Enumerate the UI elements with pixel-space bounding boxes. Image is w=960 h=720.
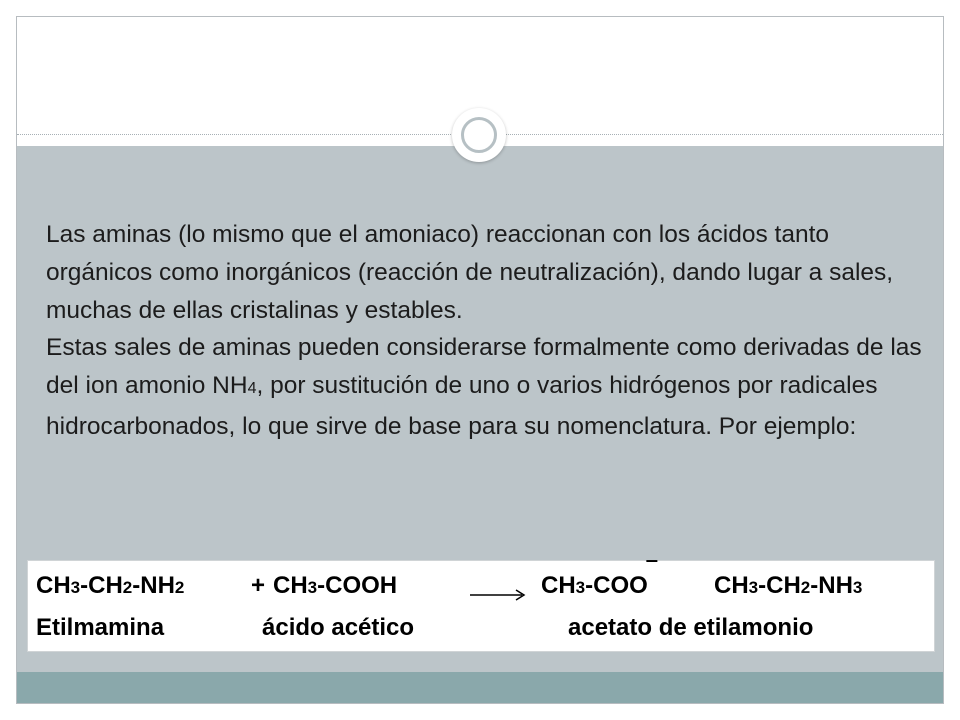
name-product: acetato de etilamonio: [568, 614, 814, 641]
name-acetic-acid: ácido acético: [262, 614, 415, 641]
circle-ornament-icon: [452, 108, 506, 162]
product-acetate-formula: CH3-COO‾: [541, 558, 656, 599]
paragraph-2-end: , por sustitución de uno o varios hidrógenos por radicales hidrocarbonados, lo que sirve de base para su nomenclatura. Por ejemplo:: [46, 372, 878, 440]
paragraph-2-start: Estas sales de aminas pueden considerarse formalmente como derivadas de las del ion amonio NH: [46, 334, 922, 400]
paragraph-1: Las aminas (lo mismo que el amoniaco) reaccionan con los ácidos tanto orgánicos como inorgánicos (reacción de neutralización), dando lugar a sales, muchas de ellas cristalinas y estables.: [46, 221, 894, 324]
body-text: [46, 216, 926, 446]
negative-charge: ‾: [647, 558, 656, 585]
plus-sign: +: [251, 572, 266, 599]
reaction-arrow-icon: [470, 588, 526, 602]
circle-ornament-inner: [461, 117, 497, 153]
paragraph-2: [46, 329, 926, 445]
ammonium-subscript: 4: [247, 380, 257, 398]
reactant-acetic-acid-formula: CH3-COOH: [273, 572, 398, 599]
name-ethylamine: Etilmamina: [36, 614, 165, 641]
footer-band: [17, 672, 943, 703]
reactant-ethylamine-formula: CH3-CH2-NH2: [36, 572, 185, 599]
product-ethylammonium-formula: CH3-CH2-NH3: [714, 572, 863, 599]
